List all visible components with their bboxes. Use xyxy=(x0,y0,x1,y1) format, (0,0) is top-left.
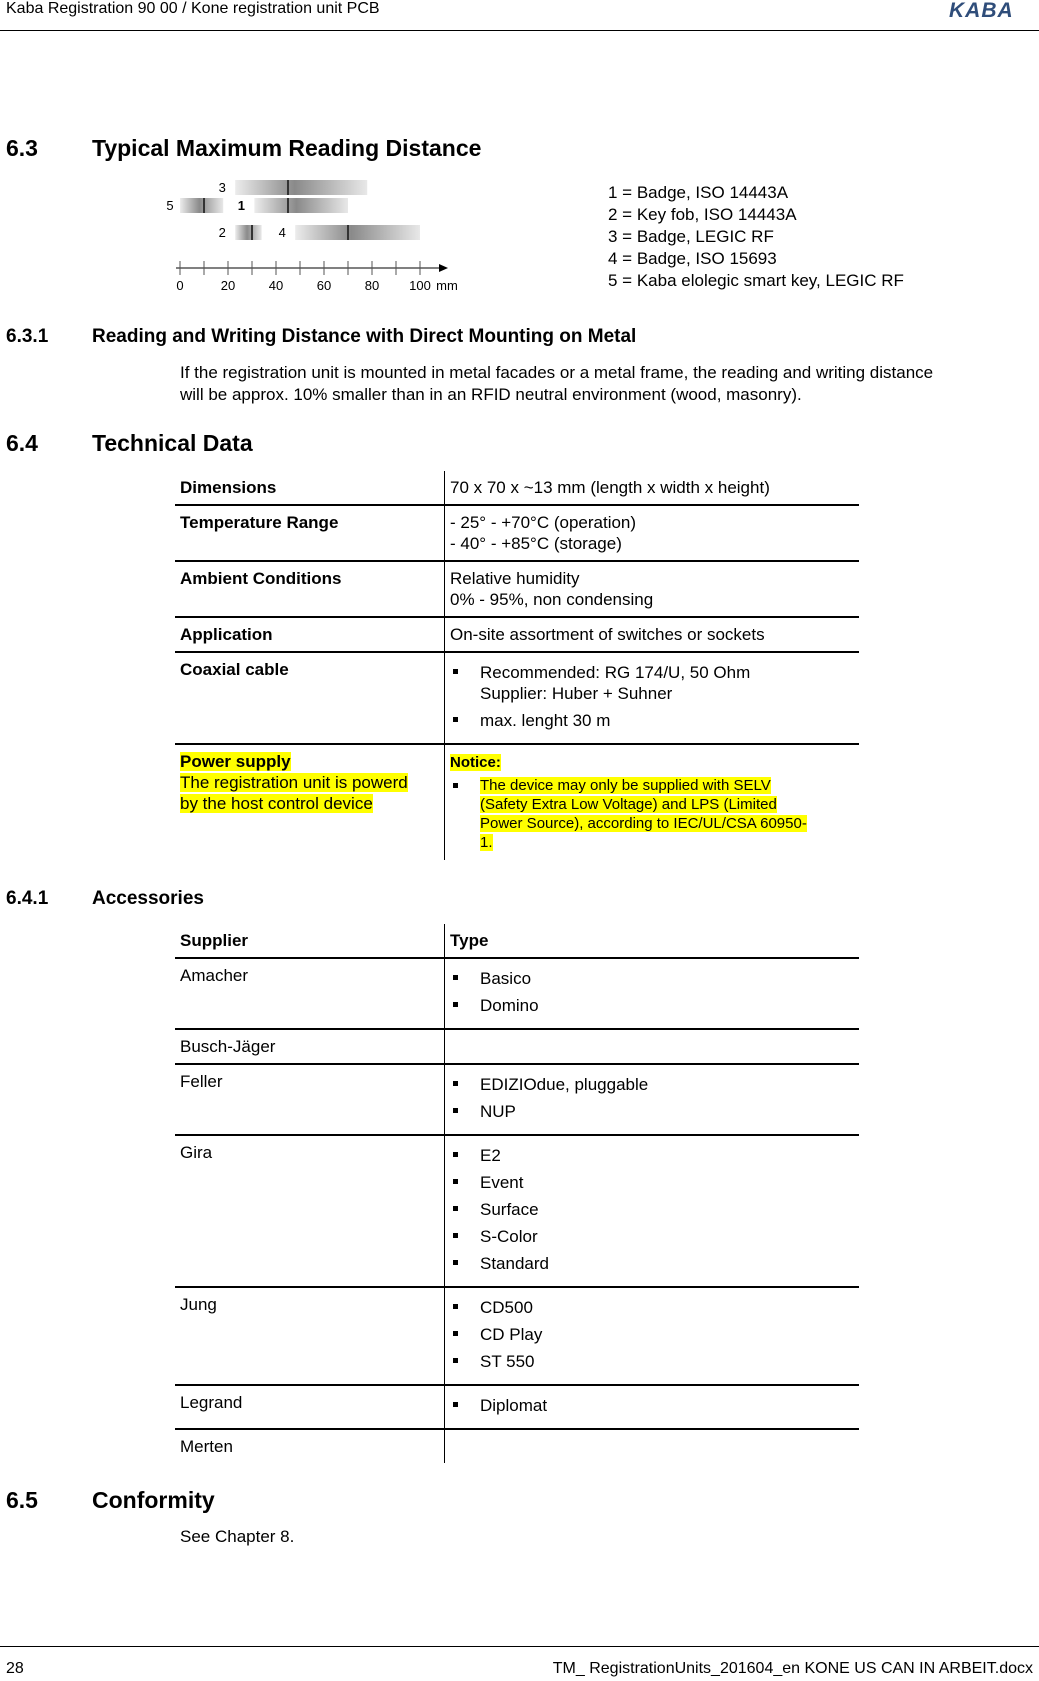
legend-item-2: 2 = Key fob, ISO 14443A xyxy=(608,205,797,224)
section-6-3-1-title: Reading and Writing Distance with Direct Mounting on Metal xyxy=(92,326,637,347)
metal-mounting-line-1: If the registration unit is mounted in metal facades or a metal frame, the reading and writing distance xyxy=(180,363,934,382)
ambient-value-1: Relative humidity xyxy=(450,569,580,588)
power-notice-line-3: Power Source), according to IEC/UL/CSA 60950- xyxy=(480,815,807,832)
metal-mounting-text xyxy=(180,362,933,405)
conformity-text: See Chapter 8. xyxy=(180,1527,295,1546)
section-6-4-title: Technical Data xyxy=(92,430,253,456)
reading-distance-chart xyxy=(166,178,510,298)
power-notice-line-2: (Safety Extra Low Voltage) and LPS (Limited xyxy=(480,796,777,813)
bar-label: 1 xyxy=(237,198,246,213)
accessory-type: Diplomat xyxy=(450,1395,853,1416)
kaba-logo xyxy=(949,0,1033,20)
chart-legend xyxy=(608,182,904,292)
accessories-header-row xyxy=(175,924,859,958)
distance-bar xyxy=(295,225,420,240)
section-6-3-number: 6.3 xyxy=(6,135,38,161)
section-6-5-number: 6.5 xyxy=(6,1487,38,1513)
x-axis-unit: mm xyxy=(436,278,458,293)
accessory-type: CD500 xyxy=(450,1297,853,1318)
legend-item-1: 1 = Badge, ISO 14443A xyxy=(608,183,789,202)
x-tick-label: 0 xyxy=(176,278,184,293)
row-coaxial xyxy=(175,652,859,744)
coaxial-item-1 xyxy=(450,662,853,704)
bar-label: 2 xyxy=(218,225,226,240)
row-power xyxy=(175,744,859,860)
column-supplier: Supplier xyxy=(180,931,249,950)
accessory-type: Event xyxy=(450,1172,853,1193)
legend-item-5: 5 = Kaba elolegic smart key, LEGIC RF xyxy=(608,271,904,290)
distance-bar xyxy=(235,180,367,195)
accessory-type: E2 xyxy=(450,1145,853,1166)
metal-mounting-line-2: will be approx. 10% smaller than in an RFID neutral environment (wood, masonry). xyxy=(180,384,802,404)
supplier-name: Amacher xyxy=(180,966,249,985)
bar-label: 4 xyxy=(278,225,286,240)
dimensions-label: Dimensions xyxy=(180,478,277,497)
section-6-4-1-title: Accessories xyxy=(92,888,204,909)
accessory-type: Domino xyxy=(450,995,853,1016)
legend-item-4: 4 = Badge, ISO 15693 xyxy=(608,249,777,268)
x-tick-label: 100 xyxy=(409,278,431,293)
ambient-label: Ambient Conditions xyxy=(180,569,342,588)
supplier-name: Jung xyxy=(180,1295,217,1314)
supplier-name: Gira xyxy=(180,1143,213,1162)
row-application xyxy=(175,617,859,652)
temperature-storage: - 40° - +85°C (storage) xyxy=(450,534,622,553)
accessory-row xyxy=(175,1064,859,1135)
power-notice-label: Notice: xyxy=(450,754,501,771)
application-label: Application xyxy=(180,625,273,644)
bar-label: 5 xyxy=(166,198,174,213)
coaxial-label: Coaxial cable xyxy=(180,660,289,679)
page-number: 28 xyxy=(6,1660,24,1677)
distance-bar xyxy=(254,198,348,213)
accessory-row xyxy=(175,1385,859,1429)
temperature-operation: - 25° - +70°C (operation) xyxy=(450,513,637,532)
x-tick-label: 40 xyxy=(268,278,284,293)
power-notice-item xyxy=(450,776,853,852)
accessory-row xyxy=(175,958,859,1029)
section-6-4-1-number: 6.4.1 xyxy=(6,888,49,909)
section-6-4-number: 6.4 xyxy=(6,430,38,456)
distance-bar xyxy=(180,198,223,213)
x-tick-label: 20 xyxy=(220,278,236,293)
accessory-row xyxy=(175,1287,859,1385)
accessory-row xyxy=(175,1029,859,1064)
legend-item-3: 3 = Badge, LEGIC RF xyxy=(608,227,774,246)
section-6-5-title: Conformity xyxy=(92,1487,215,1513)
power-notice-line-1: The device may only be supplied with SELV xyxy=(480,777,771,794)
supplier-name: Busch-Jäger xyxy=(180,1037,276,1056)
x-tick-label: 60 xyxy=(316,278,332,293)
coaxial-max-length: max. lenght 30 m xyxy=(480,711,611,730)
footer-filename: TM_ RegistrationUnits_201604_en KONE US CAN IN ARBEIT.docx xyxy=(552,1660,1033,1677)
distance-bar xyxy=(235,225,261,240)
accessory-type: ST 550 xyxy=(450,1351,853,1372)
power-desc-2: by the host control device xyxy=(180,794,373,813)
coaxial-recommended: Recommended: RG 174/U, 50 Ohm xyxy=(480,663,751,682)
technical-data-table xyxy=(175,471,859,860)
header-title: Kaba Registration 90 00 / Kone registration unit PCB xyxy=(6,0,380,17)
row-dimensions xyxy=(175,471,859,505)
accessory-type: CD Play xyxy=(450,1324,853,1345)
power-notice-line-4: 1. xyxy=(480,834,493,851)
accessories-table xyxy=(175,924,859,1463)
coaxial-item-2 xyxy=(450,710,853,731)
section-6-3-1-number: 6.3.1 xyxy=(6,326,49,347)
bar-label: 3 xyxy=(218,180,226,195)
accessory-type: Standard xyxy=(450,1253,853,1274)
accessory-type: Basico xyxy=(450,968,853,989)
accessory-type: EDIZIOdue, pluggable xyxy=(450,1074,853,1095)
x-axis-arrow xyxy=(439,264,448,272)
supplier-name: Feller xyxy=(180,1072,223,1091)
temperature-label: Temperature Range xyxy=(180,513,339,532)
dimensions-value: 70 x 70 x ~13 mm (length x width x height) xyxy=(450,478,770,497)
accessory-row xyxy=(175,1429,859,1463)
accessory-row xyxy=(175,1135,859,1287)
ambient-value-2: 0% - 95%, non condensing xyxy=(450,590,654,609)
accessory-type: NUP xyxy=(450,1101,853,1122)
power-label: Power supply xyxy=(180,752,291,771)
power-desc-1: The registration unit is powerd xyxy=(180,773,408,792)
row-ambient xyxy=(175,561,859,617)
header-rule xyxy=(0,30,1039,31)
supplier-name: Merten xyxy=(180,1437,233,1456)
coaxial-supplier: Supplier: Huber + Suhner xyxy=(480,684,673,703)
accessory-type: Surface xyxy=(450,1199,853,1220)
application-value: On-site assortment of switches or sockets xyxy=(450,625,765,644)
kaba-logo-text: KABA xyxy=(949,0,1014,22)
accessory-type: S-Color xyxy=(450,1226,853,1247)
column-type: Type xyxy=(450,931,489,950)
supplier-name: Legrand xyxy=(180,1393,243,1412)
x-tick-label: 80 xyxy=(364,278,380,293)
section-6-3-title: Typical Maximum Reading Distance xyxy=(92,135,482,161)
footer-rule xyxy=(0,1646,1039,1647)
row-temperature xyxy=(175,505,859,561)
